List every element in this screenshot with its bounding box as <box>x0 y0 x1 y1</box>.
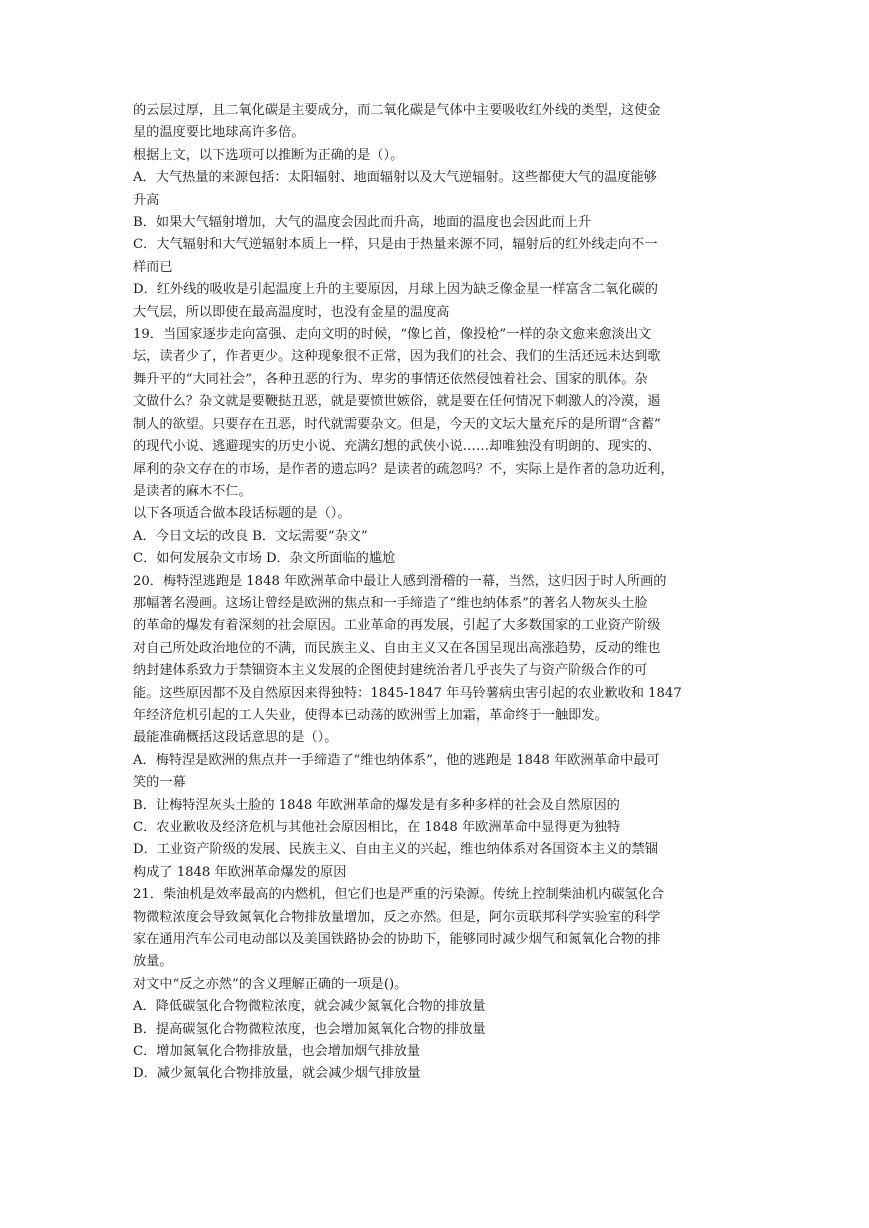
text-line: 星的温度要比地球高许多倍。 <box>133 125 305 141</box>
question-prompt: 最能准确概括这段话意思的是（）。 <box>133 730 338 746</box>
option-d: D．减少氮氧化合物排放量，就会减少烟气排放量 <box>133 1066 421 1082</box>
option-c: C．农业歉收及经济危机与其他社会原因相比，在 1848 年欧洲革命中显得更为独特 <box>133 820 621 835</box>
question-21-text: 21．柴油机是效率最高的内燃机，但它们也是严重的污染源。传统上控制柴油机内碳氢化合 <box>133 887 665 903</box>
option-a: A．梅特涅是欧洲的焦点并一手缔造了“维也纳体系”，他的逃跑是 1848 年欧洲革命中最可 <box>133 752 660 768</box>
option-b: B．提高碳氢化合物微粒浓度，也会增加氮氧化合物的排放量 <box>133 1021 486 1037</box>
option-d-cont: 大气层，所以即使在最高温度时，也没有金星的温度高 <box>133 304 450 320</box>
text-line: 放量。 <box>133 954 173 970</box>
option-c: C．大气辐射和大气逆辐射本质上一样，只是由于热量来源不同，辐射后的红外线走向不一 <box>133 237 658 253</box>
text-line: 家在通用汽车公司电动部以及美国铁路协会的协助下，能够同时减少烟气和氮氧化合物的排 <box>133 932 661 948</box>
question-19-text: 19．当国家逐步走向富强、走向文明的时候，“像匕首，像投枪”一样的杂文愈来愈淡出文 <box>133 327 652 343</box>
option-d: D．红外线的吸收是引起温度上升的主要原因，月球上因为缺乏像金星一样富含二氧化碳的 <box>133 282 658 298</box>
text-line: 的现代小说、逃避现实的历史小说、充满幻想的武侠小说……却唯独没有明朗的、现实的、 <box>133 439 661 455</box>
options-cd: C．如何发展杂文市场 D．杂文所面临的尴尬 <box>133 551 396 567</box>
option-a: A．降低碳氢化合物微粒浓度，就会减少氮氧化合物的排放量 <box>133 999 486 1015</box>
option-c: C．增加氮氧化合物排放量，也会增加烟气排放量 <box>133 1044 421 1060</box>
option-a-cont: 笑的一幕 <box>133 775 186 791</box>
question-prompt: 以下各项适合做本段话标题的是（）。 <box>133 506 351 522</box>
option-b: B．让梅特涅灰头土脸的 1848 年欧洲革命的爆发是有多种多样的社会及自然原因的 <box>133 797 620 813</box>
text-line: 文做什么？杂文就是要鞭挞丑恶，就是要愤世嫉俗，就是要在任何情况下刺激人的冷漠，遏 <box>133 394 661 410</box>
text-line: 舞升平的“大同社会”，各种丑恶的行为、卑劣的事情还依然侵蚀着社会、国家的肌体。杂 <box>133 371 648 387</box>
text-line: 的云层过厚，且二氧化碳是主要成分，而二氧化碳是气体中主要吸收红外线的类型，这使金 <box>133 103 661 118</box>
options-ab: A．今日文坛的改良 B．文坛需要“杂文” <box>133 528 368 544</box>
option-d-cont: 构成了 1848 年欧洲革命爆发的原因 <box>133 864 347 880</box>
text-line: 纳封建体系致力于禁锢资本主义发展的企图使封建统治者几乎丧失了与资产阶级合作的可 <box>133 663 648 679</box>
option-a-cont: 升高 <box>133 192 160 208</box>
question-prompt: 对文中“反之亦然”的含义理解正确的一项是()。 <box>133 976 408 992</box>
text-line: 年经济危机引起的工人失业，使得本已动荡的欧洲雪上加霜，革命终于一触即发。 <box>133 707 608 723</box>
document-page <box>133 100 737 1086</box>
text-line: 物微粒浓度会导致氮氧化合物排放量增加，反之亦然。但是，阿尔贡联邦科学实验室的科学 <box>133 909 661 925</box>
text-line: 是读者的麻木不仁。 <box>133 483 252 499</box>
option-c-cont: 样而已 <box>133 259 173 275</box>
text-line: 制人的欲望。只要存在丑恶，时代就需要杂文。但是，今天的文坛大量充斥的是所谓“含蓄” <box>133 416 661 432</box>
text-line: 犀利的杂文存在的市场，是作者的遗忘吗？是读者的疏忽吗？不，实际上是作者的急功近利， <box>133 461 674 477</box>
option-a: A．大气热量的来源包括：太阳辐射、地面辐射以及大气逆辐射。这些都使大气的温度能够 <box>133 170 657 186</box>
text-line: 对自己所处政治地位的不满，而民族主义、自由主义又在各国呈现出高涨趋势，反动的维也 <box>133 640 661 656</box>
text-line: 能。这些原因都不及自然原因来得独特：1845-1847 年马铃薯病虫害引起的农业歉收和 1847 <box>133 685 682 701</box>
text-line: 坛，读者少了，作者更少。这种现象很不正常，因为我们的社会、我们的生活还远未达到歌 <box>133 349 661 365</box>
text-line: 那幅著名漫画。这场让曾经是欧洲的焦点和一手缔造了“维也纳体系”的著名人物灰头土脸 <box>133 595 648 611</box>
question-20-text: 20．梅特涅逃跑是 1848 年欧洲革命中最让人感到滑稽的一幕，当然，这归因于时人所画的 <box>133 573 667 589</box>
question-prompt: 根据上文，以下选项可以推断为正确的是（）。 <box>133 147 404 163</box>
text-line: 的革命的爆发有着深刻的社会原因。工业革命的再发展，引起了大多数国家的工业资产阶级 <box>133 618 661 634</box>
option-d: D．工业资产阶级的发展、民族主义、自由主义的兴起，维也纳体系对各国资本主义的禁锢 <box>133 842 658 858</box>
option-b: B．如果大气辐射增加，大气的温度会因此而升高，地面的温度也会因此而上升 <box>133 215 592 231</box>
